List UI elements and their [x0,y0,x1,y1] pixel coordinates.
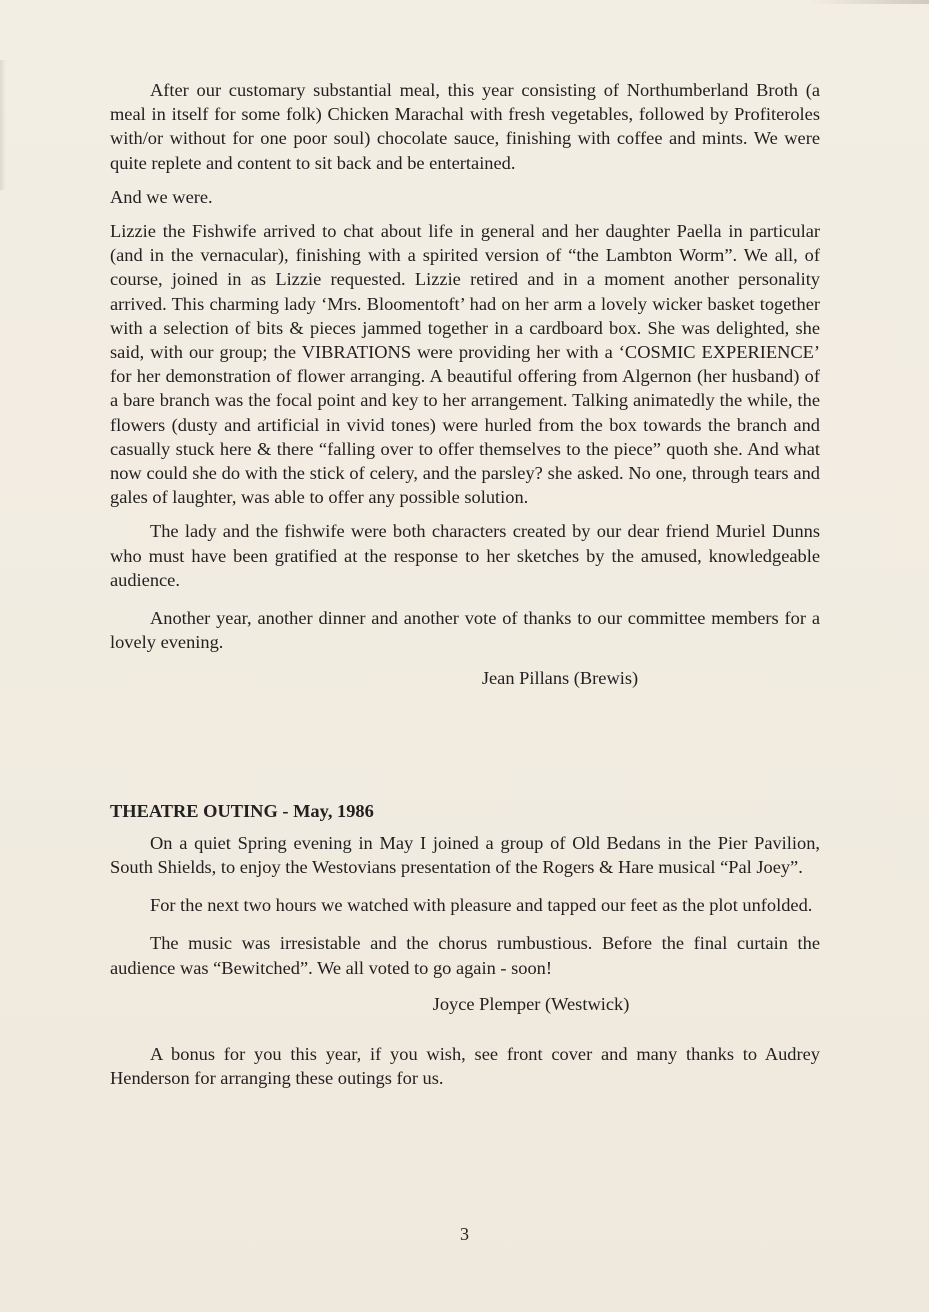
dinner-paragraph-1: After our customary substantial meal, this year consisting of Northumberland Broth (a meal in itself for some folk) Chicken Marachal with fresh vegetables, followed by Profiteroles with/or without for one poor soul) chocolate sauce, finishing with coffee and mints. We were quite replete and content to sit back and be entertained. [110,80,820,173]
binding-shadow [0,60,6,190]
theatre-paragraph-4: A bonus for you this year, if you wish, see front cover and many thanks to Audrey Henderson for arranging these outings for us. [110,1044,820,1089]
dinner-paragraph-3: Lizzie the Fishwife arrived to chat about life in general and her daughter Paella in particular (and in the vernacular), finishing with a spirited version of “the Lambton Worm”. We all, of course, joined in as Lizzie requested. Lizzie retired and in a moment another personality arrived. This charming lady ‘Mrs. Bloomentoft’ had on her arm a lovely wicker basket together with a selection of bits & pieces jammed together in a cardboard box. She was delighted, she said, with our group; the VIBRATIONS were providing her with a ‘COSMIC EXPERIENCE’ for her demonstration of flower arranging. A beautiful offering from Algernon (her husband) of a bare branch was the focal point and key to her arrangement. Talking animatedly the while, the flowers (dusty and artificial in vivid tones) were hurled from the box towards the branch and casually stuck here & there “falling over to offer themselves to the piece” quoth she. And what now could she do with the stick of celery, and the parsley? she asked. No one, through tears and gales of laughter, was able to offer any possible solution. [110,221,820,508]
dinner-signature: Jean Pillans (Brewis) [481,668,639,689]
page-number: 3 [460,1224,469,1244]
theatre-heading: THEATRE OUTING - May, 1986 [110,800,374,821]
theatre-signature: Joyce Plemper (Westwick) [432,993,630,1014]
page-content [110,78,820,1091]
theatre-paragraph-2: For the next two hours we watched with pleasure and tapped our feet as the plot unfolded. [150,895,813,916]
theatre-paragraph-1: On a quiet Spring evening in May I joined a group of Old Bedans in the Pier Pavilion, South Shields, to enjoy the Westovians presentation of the Rogers & Hare musical “Pal Joey”. [110,832,820,878]
theatre-paragraph-3: The music was irresistable and the chorus rumbustious. Before the final curtain the audience was “Bewitched”. We all voted to go again - soon! [110,933,820,978]
corner-shadow [809,0,929,4]
dinner-paragraph-2: And we were. [110,186,213,207]
dinner-paragraph-4: The lady and the fishwife were both characters created by our dear friend Muriel Dunns who must have been gratified at the response to her sketches by the amused, knowledgeable audience. [110,521,820,590]
dinner-paragraph-5: Another year, another dinner and another vote of thanks to our committee members for a lovely evening. [110,608,820,653]
